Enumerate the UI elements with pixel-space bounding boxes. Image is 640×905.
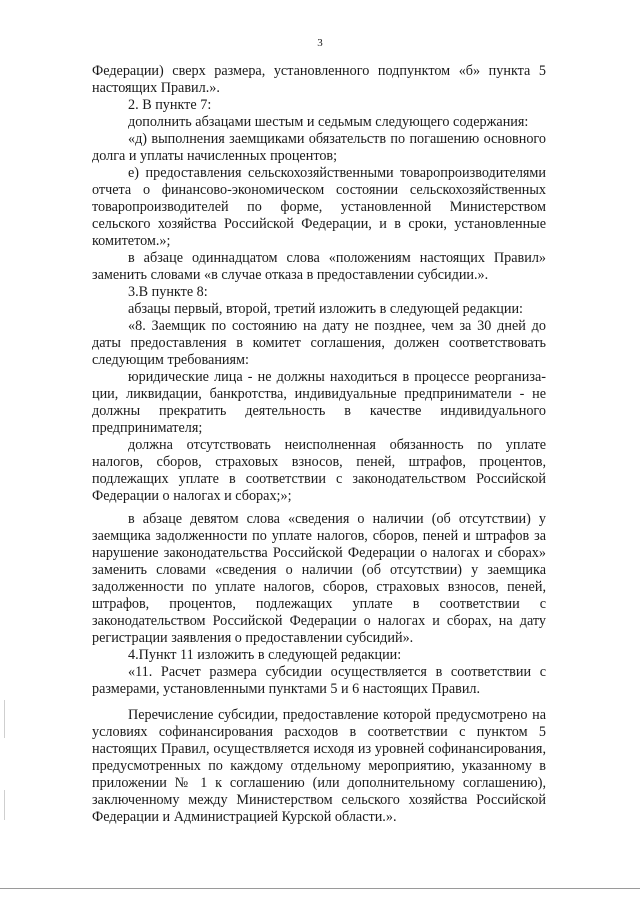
paragraph: юридические лица - не должны находиться в процессе реорганизации, ликвидации, банкротства, индивидуальные предприниматели - не должны прекратить деятельность в качестве индивидуального предпринимателя; [92,369,546,436]
page-bottom-edge [0,888,640,889]
paragraph: Перечисление субсидии, предоставление которой предусмотрено на условиях софинансирования расходов в соответствии с пунктом 5 настоящих Правил, осуществляется исходя из уровней софинансирования, предусмотренных по каждому отдельному мероприятию, указанному в приложении № 1 к соглашению (или дополнительному соглашению), заключенному между Министерством сельского хозяйства Российской Федерации и Администрацией Курской области.». [92,707,546,825]
paragraph: «8. Заемщик по состоянию на дату не позднее, чем за 30 дней до даты предоставления в комитет соглашения, должен соответствовать следующим требованиям: [92,318,546,368]
document-body [92,63,546,826]
page-number: 3 [317,37,323,49]
paragraph: е) предоставления сельскохозяйственными товаропроизводителями отчета о финансово-экономическом состоянии сельскохозяйственных товаропроизводителей по форме, установленной Министерством сельского хозяйства Российской Федерации, и в сроки, установленные комитетом.»; [92,165,546,249]
paragraph: абзацы первый, второй, третий изложить в следующей редакции: [128,301,523,317]
paragraph: должна отсутствовать неисполненная обязанность по уплате налогов, сборов, страховых взносов, пеней, штрафов, процентов, подлежащих уплате в соответствии с законодательством Российской Федерации о налогах и сборах;»; [92,437,546,504]
paragraph: «11. Расчет размера субсидии осуществляется в соответствии с размерами, установленными пунктами 5 и 6 настоящих Правил. [92,664,546,697]
paragraph: в абзаце девятом слова «сведения о наличии (об отсутствии) у заемщика задолженности по уплате налогов, сборов, пеней и штрафов за нарушение законодательства Российской Федерации о налогах и сборах» заменить словами «сведения о наличии (об отсутствии) у заемщика задолженности по уплате налогов, сборов, страховых взносов, пеней, штрафов, процентов, подлежащих уплате в соответствии с законодательством Российской Федерации о налогах и сборах, на дату регистрации заявления о предоставлении субсидий». [92,511,546,646]
paragraph: дополнить абзацами шестым и седьмым следующего содержания: [128,114,529,130]
scan-artifact [4,790,5,820]
paragraph: в абзаце одиннадцатом слова «положениям настоящих Правил» заменить словами «в случае отказа в предоставлении субсидии.». [92,250,546,283]
item-2-heading: 2. В пункте 7: [128,97,212,113]
paragraph: «д) выполнения заемщиками обязательств по погашению основного долга и уплаты начисленных процентов; [92,131,546,164]
paragraph-continuation: Федерации) сверх размера, установленного подпунктом «б» пункта 5 настоящих Правил.». [92,63,546,96]
item-3-heading: 3.В пункте 8: [128,284,208,300]
item-4-heading: 4.Пункт 11 изложить в следующей редакции: [128,647,402,663]
scan-artifact [4,700,5,738]
